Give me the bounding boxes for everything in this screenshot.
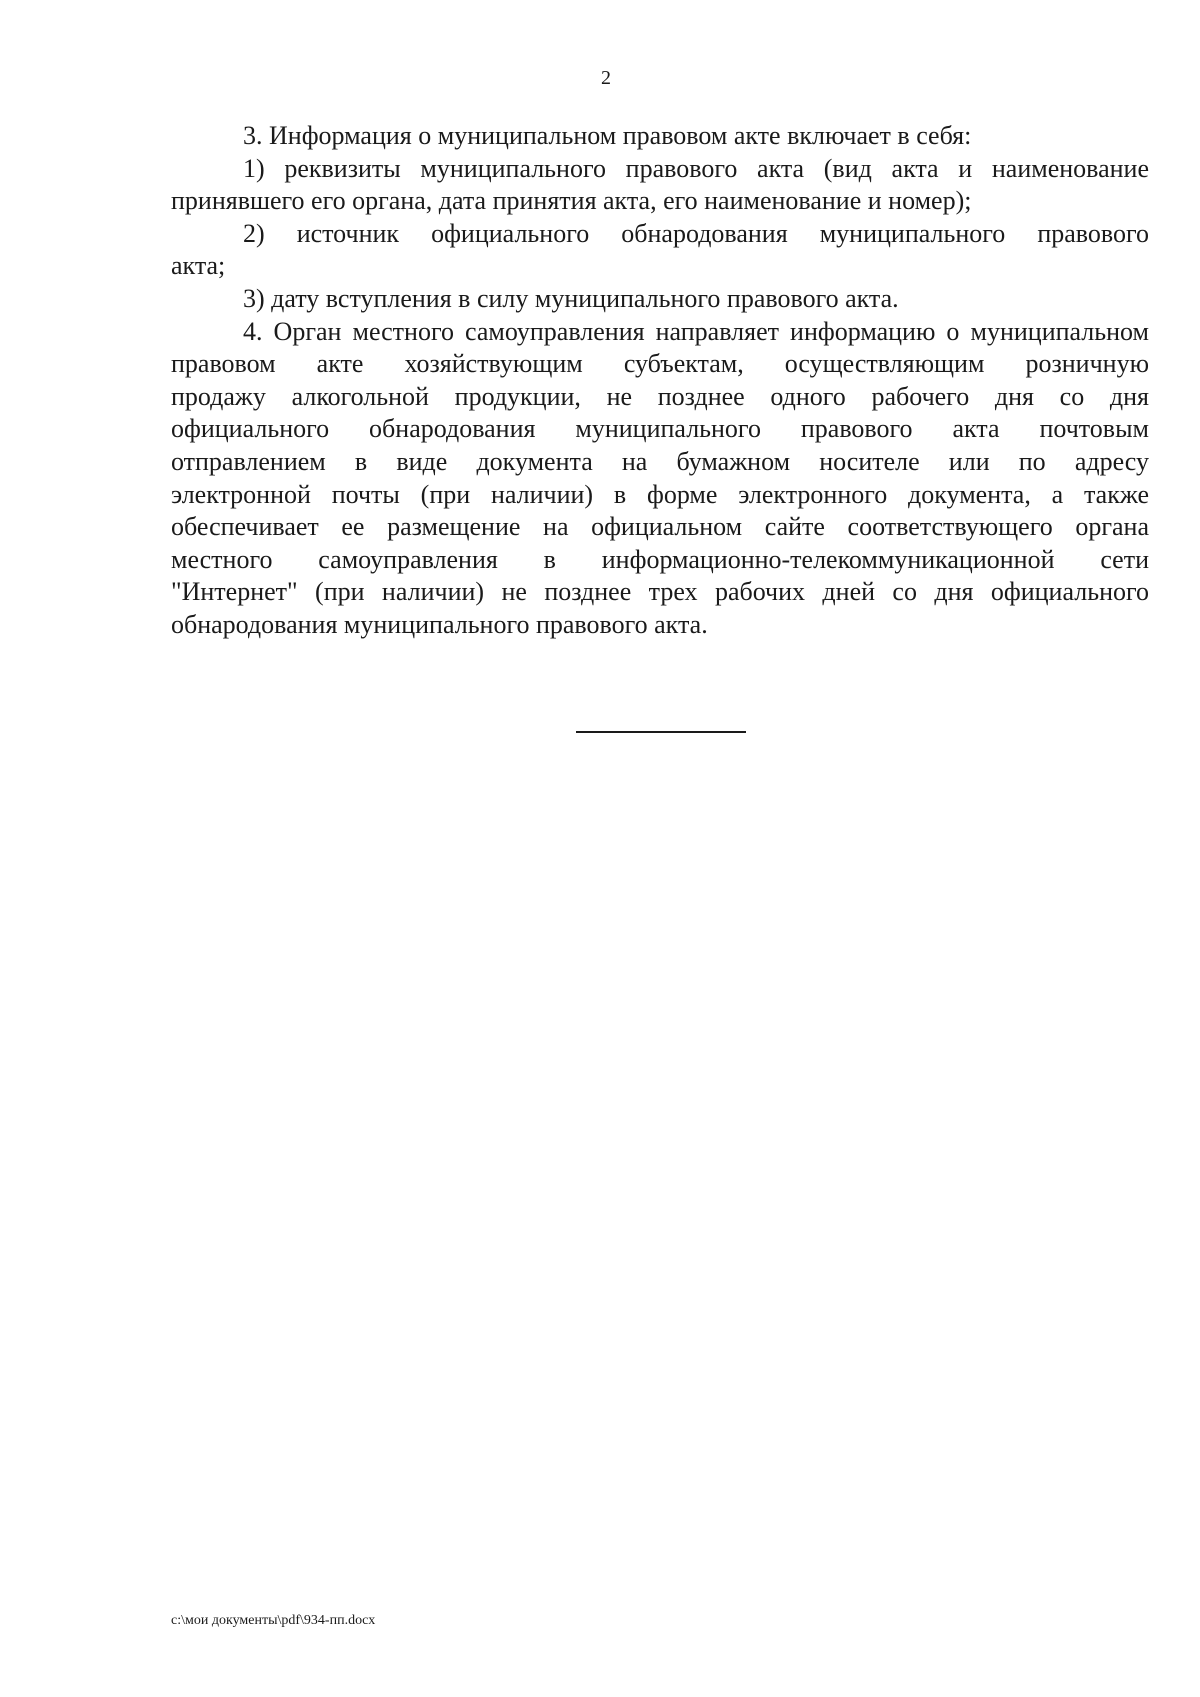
item-4-line-8: местного самоуправления в информационно-телекоммуникационной сети [171, 544, 1149, 574]
subitem-2-line-2: акта; [171, 251, 226, 281]
subitem-1-line-2: принявшего его органа, дата принятия акта, его наименование и номер); [171, 186, 972, 216]
subitem-1-line-1: 1) реквизиты муниципального правового акта (вид акта и наименование [243, 153, 1149, 183]
item-3-heading: 3. Информация о муниципальном правовом акте включает в себя: [243, 121, 972, 150]
item-4-line-10: обнародования муниципального правового акта. [171, 609, 708, 639]
subitem-2-line-1: 2) источник официального обнародования муниципального правового [243, 218, 1149, 248]
document-body [171, 120, 1149, 642]
footer-file-path: c:\мои документы\pdf\934-пп.docx [171, 1613, 376, 1628]
item-4-line-4: официального обнародования муниципального правового акта почтовым [171, 414, 1149, 444]
subitem-3-line: 3) дату вступления в силу муниципального правового акта. [243, 283, 899, 313]
item-4-line-7: обеспечивает ее размещение на официальном сайте соответствующего органа [171, 512, 1149, 542]
page-number: 2 [601, 67, 611, 89]
item-4-line-6: электронной почты (при наличии) в форме электронного документа, а также [171, 479, 1149, 509]
item-4-line-9: "Интернет" (при наличии) не позднее трех рабочих дней со дня официального [171, 577, 1149, 607]
item-4-line-5: отправлением в виде документа на бумажном носителе или по адресу [171, 446, 1149, 476]
closing-separator-line [576, 731, 746, 733]
item-4-line-3: продажу алкогольной продукции, не позднее одного рабочего дня со дня [171, 381, 1149, 411]
item-4-line-2: правовом акте хозяйствующим субъектам, осуществляющим розничную [171, 349, 1149, 379]
item-4-line-1: 4. Орган местного самоуправления направляет информацию о муниципальном [243, 316, 1149, 346]
